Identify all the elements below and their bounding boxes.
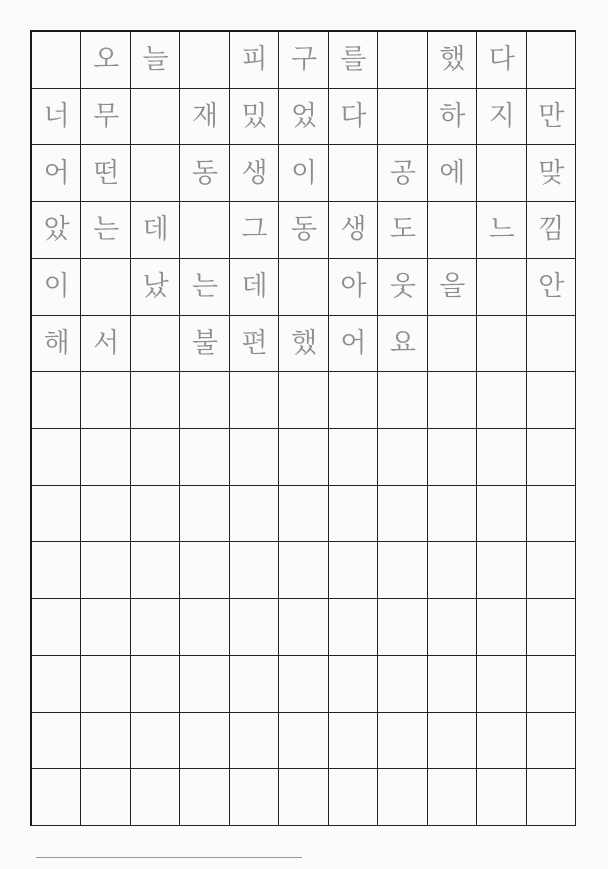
grid-cell — [477, 599, 526, 656]
grid-cell — [527, 542, 576, 599]
grid-cell — [180, 713, 229, 770]
grid-cell — [527, 32, 576, 89]
grid-cell — [81, 656, 130, 713]
grid-cell: 떤 — [81, 145, 130, 202]
grid-cell — [428, 316, 477, 373]
grid-cell: 를 — [329, 32, 378, 89]
grid-cell — [32, 769, 81, 826]
grid-cell — [230, 486, 279, 543]
grid-cell: 생 — [230, 145, 279, 202]
grid-cell: 에 — [428, 145, 477, 202]
grid-cell: 공 — [378, 145, 427, 202]
grid-cell — [428, 372, 477, 429]
grid-cell — [477, 542, 526, 599]
grid-cell: 했 — [428, 32, 477, 89]
grid-cell: 다 — [477, 32, 526, 89]
grid-cell: 어 — [32, 145, 81, 202]
grid-cell — [428, 429, 477, 486]
grid-cell: 재 — [180, 89, 229, 146]
grid-cell — [131, 713, 180, 770]
grid-cell — [527, 429, 576, 486]
grid-cell — [378, 713, 427, 770]
grid-cell — [81, 486, 130, 543]
grid-cell — [527, 769, 576, 826]
grid-cell: 어 — [329, 316, 378, 373]
grid-cell — [329, 486, 378, 543]
grid-cell — [131, 316, 180, 373]
grid-cell: 그 — [230, 202, 279, 259]
grid-cell — [477, 372, 526, 429]
grid-cell — [378, 656, 427, 713]
grid-cell — [378, 769, 427, 826]
grid-cell: 편 — [230, 316, 279, 373]
grid-cell: 데 — [131, 202, 180, 259]
grid-cell — [81, 372, 130, 429]
grid-cell — [428, 713, 477, 770]
grid-cell: 너 — [32, 89, 81, 146]
grid-cell: 낌 — [527, 202, 576, 259]
grid-cell — [477, 656, 526, 713]
grid-cell — [378, 429, 427, 486]
grid-cell — [32, 599, 81, 656]
manuscript-sheet — [30, 30, 576, 826]
grid-cell — [428, 542, 477, 599]
grid-cell — [329, 429, 378, 486]
grid-cell: 이 — [279, 145, 328, 202]
grid-cell — [477, 259, 526, 316]
grid-cell — [477, 429, 526, 486]
grid-cell — [428, 769, 477, 826]
grid-cell: 아 — [329, 259, 378, 316]
grid-cell — [81, 599, 130, 656]
grid-cell — [378, 486, 427, 543]
grid-cell: 불 — [180, 316, 229, 373]
grid-cell: 무 — [81, 89, 130, 146]
grid-cell — [131, 769, 180, 826]
grid-cell — [180, 429, 229, 486]
grid-cell — [329, 656, 378, 713]
grid-cell — [32, 486, 81, 543]
grid-cell — [527, 316, 576, 373]
grid-cell — [378, 32, 427, 89]
grid-cell — [329, 372, 378, 429]
grid-cell — [477, 769, 526, 826]
grid-cell — [81, 259, 130, 316]
grid-cell — [230, 656, 279, 713]
grid-cell — [230, 372, 279, 429]
grid-cell: 만 — [527, 89, 576, 146]
grid-cell: 동 — [279, 202, 328, 259]
grid-cell — [477, 145, 526, 202]
grid-cell: 이 — [32, 259, 81, 316]
grid-cell — [81, 713, 130, 770]
grid-cell: 는 — [180, 259, 229, 316]
grid-cell: 는 — [81, 202, 130, 259]
grid-cell — [279, 599, 328, 656]
grid-cell — [131, 372, 180, 429]
grid-cell — [279, 542, 328, 599]
grid-cell — [32, 32, 81, 89]
grid-cell — [329, 599, 378, 656]
grid-cell: 해 — [32, 316, 81, 373]
grid-cell — [428, 486, 477, 543]
grid-cell — [32, 542, 81, 599]
grid-cell — [131, 145, 180, 202]
grid-cell — [279, 769, 328, 826]
grid-cell — [180, 372, 229, 429]
grid-cell — [131, 486, 180, 543]
grid-cell — [477, 713, 526, 770]
grid-cell — [279, 713, 328, 770]
grid-cell — [428, 656, 477, 713]
grid-cell — [378, 372, 427, 429]
grid-cell — [279, 372, 328, 429]
grid-cell — [527, 713, 576, 770]
page-bottom-rule — [36, 857, 302, 858]
grid-cell — [131, 599, 180, 656]
manuscript-grid — [30, 30, 576, 826]
grid-cell — [527, 599, 576, 656]
grid-cell — [279, 486, 328, 543]
grid-cell: 요 — [378, 316, 427, 373]
grid-cell — [180, 542, 229, 599]
grid-cell: 았 — [32, 202, 81, 259]
grid-cell — [378, 599, 427, 656]
grid-cell — [230, 769, 279, 826]
grid-cell — [230, 542, 279, 599]
grid-cell: 느 — [477, 202, 526, 259]
grid-cell: 피 — [230, 32, 279, 89]
grid-cell — [279, 656, 328, 713]
grid-cell — [131, 656, 180, 713]
grid-cell — [329, 713, 378, 770]
grid-cell: 을 — [428, 259, 477, 316]
grid-cell: 늘 — [131, 32, 180, 89]
grid-cell: 생 — [329, 202, 378, 259]
grid-cell: 도 — [378, 202, 427, 259]
grid-cell — [32, 713, 81, 770]
grid-cell — [81, 429, 130, 486]
grid-cell — [131, 429, 180, 486]
grid-cell — [230, 713, 279, 770]
grid-cell — [329, 145, 378, 202]
grid-cell: 데 — [230, 259, 279, 316]
grid-cell — [527, 372, 576, 429]
grid-cell: 하 — [428, 89, 477, 146]
grid-cell — [329, 542, 378, 599]
grid-cell — [378, 89, 427, 146]
grid-cell: 동 — [180, 145, 229, 202]
grid-cell: 났 — [131, 259, 180, 316]
grid-cell: 밌 — [230, 89, 279, 146]
grid-cell: 웃 — [378, 259, 427, 316]
grid-cell — [527, 486, 576, 543]
grid-cell: 었 — [279, 89, 328, 146]
grid-cell — [428, 202, 477, 259]
grid-cell — [230, 429, 279, 486]
grid-cell: 구 — [279, 32, 328, 89]
grid-cell — [180, 32, 229, 89]
grid-cell: 안 — [527, 259, 576, 316]
grid-cell: 서 — [81, 316, 130, 373]
grid-cell — [180, 599, 229, 656]
grid-cell — [131, 542, 180, 599]
grid-cell: 맞 — [527, 145, 576, 202]
grid-cell — [329, 769, 378, 826]
grid-cell — [279, 259, 328, 316]
grid-cell — [428, 599, 477, 656]
grid-cell: 지 — [477, 89, 526, 146]
grid-cell: 다 — [329, 89, 378, 146]
grid-cell — [180, 202, 229, 259]
grid-cell — [32, 372, 81, 429]
grid-cell: 오 — [81, 32, 130, 89]
grid-cell — [477, 486, 526, 543]
grid-cell — [279, 429, 328, 486]
grid-cell — [180, 656, 229, 713]
grid-cell — [32, 656, 81, 713]
grid-cell — [230, 599, 279, 656]
grid-cell — [131, 89, 180, 146]
grid-cell — [378, 542, 427, 599]
grid-cell — [527, 656, 576, 713]
grid-cell: 했 — [279, 316, 328, 373]
grid-cell — [180, 769, 229, 826]
grid-cell — [180, 486, 229, 543]
grid-cell — [81, 542, 130, 599]
grid-cell — [477, 316, 526, 373]
grid-cell — [81, 769, 130, 826]
grid-cell — [32, 429, 81, 486]
